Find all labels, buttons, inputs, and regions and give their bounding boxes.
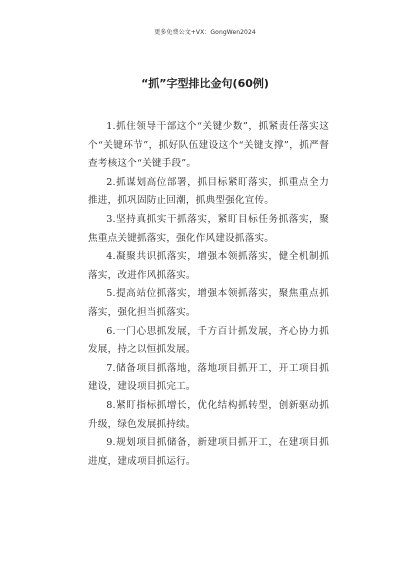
paragraph-7: 7.储备项目抓落地，落地项目抓开工，开工项目抓建设，建设项目抓完工。 [88, 362, 329, 393]
paragraph-9: 9.规划项目抓储备，新建项目抓开工，在建项目抓进度，建成项目抓运行。 [88, 437, 329, 467]
document-title: “抓”字型排比金句(60例) [141, 77, 269, 90]
paragraph-2: 2.抓谋划高位部署，抓目标紧盯落实，抓重点全力推进，抓巩固防止回潮，抓典型强化宣传。 [88, 176, 329, 207]
paragraph-8: 8.紧盯指标抓增长，优化结构抓转型，创新驱动抓升级，绿色发展抓持续。 [88, 399, 329, 430]
paragraph-4: 4.凝聚共识抓落实，增强本领抓落实，健全机制抓落实，改进作风抓落实。 [88, 251, 329, 281]
paragraph-1: 1.抓住领导干部这个“关键少数”，抓紧责任落实这个“关键环节”，抓好队伍建设这个“关键支撑”，抓严督查考核这个“关键手段”。 [88, 121, 329, 170]
paragraph-3: 3.坚持真抓实干抓落实，紧盯目标任务抓落实，聚焦重点关键抓落实，强化作风建设抓落实。 [88, 213, 329, 244]
paragraph-5: 5.提高站位抓落实，增强本领抓落实，聚焦重点抓落实，强化担当抓落实。 [88, 288, 329, 318]
paragraph-6: 6.一门心思抓发展，千方百计抓发展，齐心协力抓发展，持之以恒抓发展。 [88, 325, 329, 356]
document-body [88, 118, 329, 471]
header-note: 更多免费公文+VX：GongWen2024 [154, 29, 256, 36]
